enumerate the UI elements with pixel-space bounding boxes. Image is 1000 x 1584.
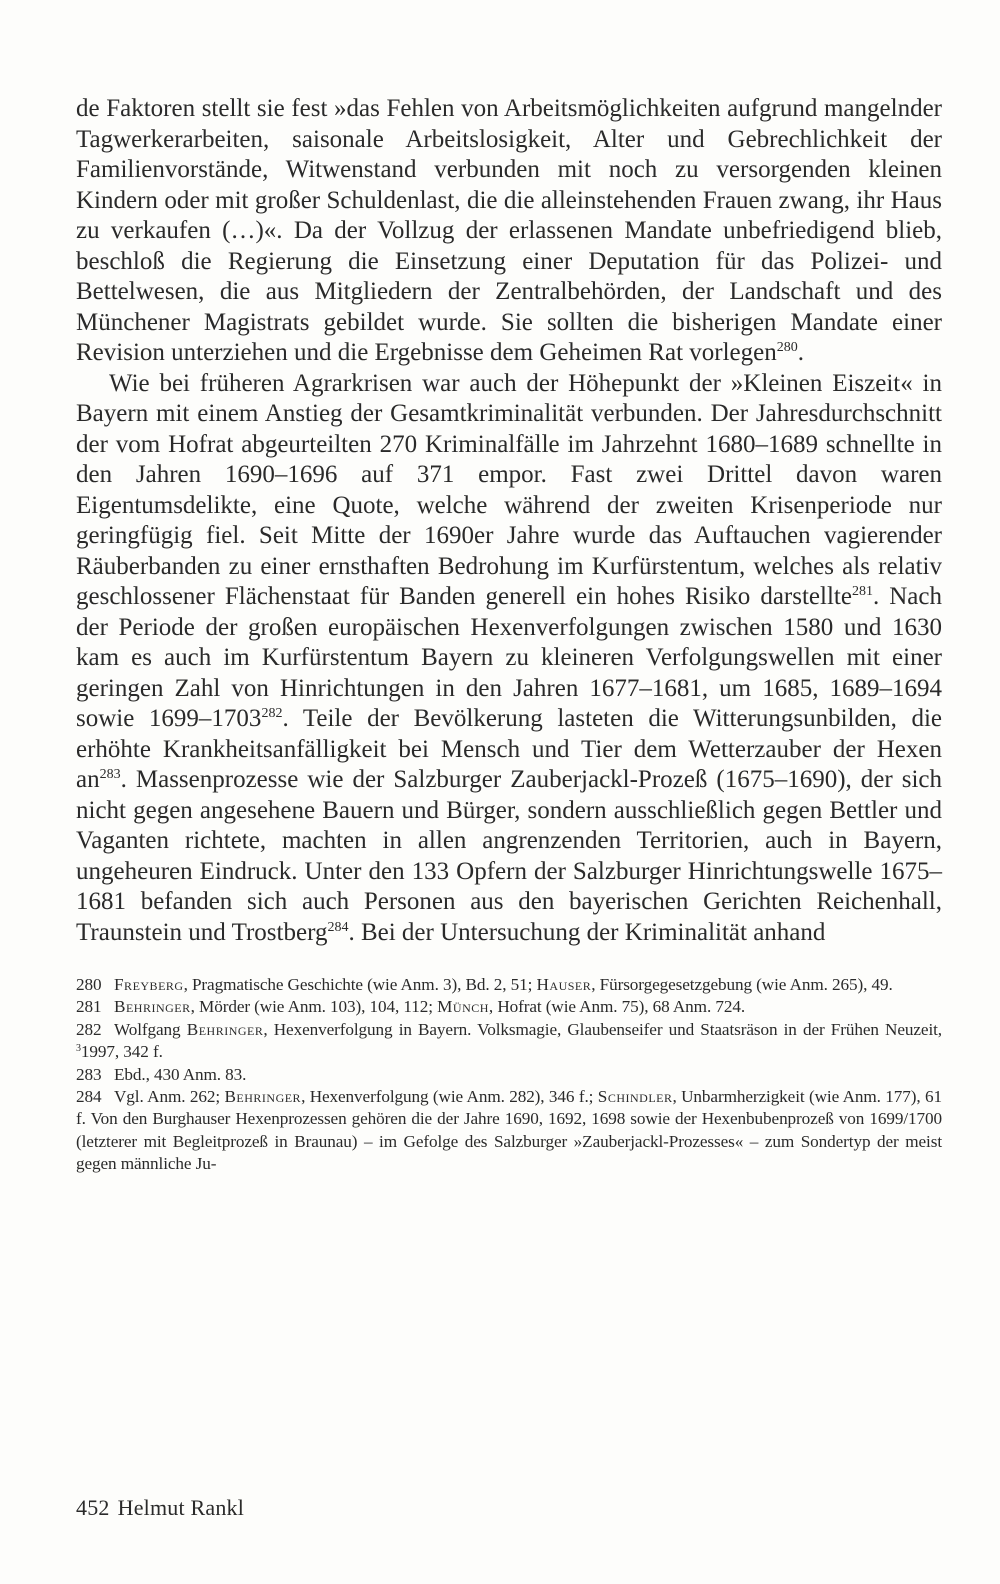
- footnote-number: 281: [76, 997, 102, 1017]
- paragraph-2-text-3: . Teile der Bevölkerung lasteten die Witterungsunbilden, die erhöhte Krankheitsanfälligkeit bei Mensch und Tier dem Wetterzauber der Hexen an: [76, 705, 942, 793]
- paragraph-2: [76, 369, 942, 949]
- author-name: Schindler: [597, 1087, 673, 1107]
- footnote-text: , Pragmatische Geschichte (wie Anm. 3), Bd. 2, 51;: [183, 975, 537, 994]
- paragraph-2-text-4: . Massenprozesse wie der Salzburger Zauberjackl-Prozeß (1675–1690), der sich nicht gegen angesehene Bauern und Bürger, sondern ausschließlich gegen Bettler und Vaganten richtete, machten in allen angrenzenden Territorien, auch in Bayern, ungeheuren Eindruck. Unter den 133 Opfern der Salzburger Hinrichtungswelle 1675–1681 befanden sich auch Personen aus den bayerischen Gerichten Reichenhall, Traunstein und Trostberg: [76, 766, 942, 946]
- footnote-number: 282: [76, 1019, 102, 1039]
- page-number: 452: [76, 1495, 110, 1520]
- page-footer: [76, 1495, 244, 1521]
- paragraph-1-text: de Faktoren stellt sie fest »das Fehlen von Arbeitsmöglichkeiten aufgrund mangelnder Tagwerkerarbeiten, saisonale Arbeitslosigkeit, Alter und Gebrechlichkeit der Familienvorstände, Witwenstand verbunden mit noch zu versorgenden kleinen Kindern oder mit großer Schuldenlast, die die alleinstehenden Frauen zwang, ihr Haus zu verkaufen (…)«. Da der Vollzug der erlassenen Mandate unbefriedigend blieb, beschloß die Regierung die Einsetzung einer Deputation für das Polizei- und Bettelwesen, die aus Mitgliedern der Zentralbehörden, der Landschaft und des Münchener Magistrats gebildet wurde. Sie sollten die bisherigen Mandate einer Revision unterziehen und die Ergebnisse dem Geheimen Rat vorlegen: [76, 95, 942, 366]
- footnote-text: , Mörder (wie Anm. 103), 104, 112;: [190, 997, 438, 1017]
- footnote-text: Vgl. Anm. 262;: [114, 1087, 225, 1107]
- footnote-text: , Hexenverfolgung (wie Anm. 282), 346 f.;: [301, 1087, 598, 1107]
- footnote-281: [76, 996, 942, 1018]
- page: [76, 94, 942, 1176]
- footnote-ref-281[interactable]: 281: [851, 584, 873, 599]
- footnote-text: , Hexenverfolgung in Bayern. Volksmagie, Glaubenseifer und Staatsräson in der Frühen Neuzeit,: [263, 1019, 942, 1039]
- footnote-ref-282[interactable]: 282: [261, 706, 283, 721]
- footnote-284: [76, 1086, 942, 1176]
- edition-superscript: 3: [76, 1043, 81, 1055]
- footnote-number: 283: [76, 1064, 102, 1084]
- author-name: Freyberg: [114, 975, 184, 994]
- footnote-text: 1997, 342 f.: [80, 1042, 163, 1062]
- footnote-text: Wolfgang: [114, 1019, 187, 1039]
- footnote-ref-280[interactable]: 280: [776, 340, 798, 355]
- author-name: Münch: [437, 997, 489, 1017]
- footnote-number: 284: [76, 1087, 102, 1107]
- author-name: Hauser: [536, 975, 592, 994]
- body-text: [76, 94, 942, 948]
- footnote-282: [76, 1019, 942, 1064]
- footnote-283: [76, 1064, 942, 1086]
- author-name: Behringer: [114, 997, 191, 1017]
- paragraph-2-text-5: . Bei der Untersuchung der Kriminalität anhand: [348, 918, 826, 946]
- footnote-text: , Hofrat (wie Anm. 75), 68 Anm. 724.: [488, 997, 746, 1017]
- footnote-text: , Unbarmherzigkeit (wie Anm. 177), 61 f. Von den Burghauser Hexenprozessen gehören die der Jahre 1690, 1692, 1698 sowie der Hexenbubenprozeß von 1699/1700 (letzterer mit Begleitprozeß in Braunau) – im Gefolge des Salzburger »Zauberjackl-Prozesses« – zum Sondertyp der meist gegen männliche Ju-: [76, 1087, 943, 1174]
- running-author: Helmut Rankl: [117, 1495, 245, 1520]
- footnote-text: , Fürsorgegesetzgebung (wie Anm. 265), 49.: [591, 975, 893, 994]
- footnote-number: 280: [76, 975, 102, 994]
- footnote-ref-284[interactable]: 284: [327, 919, 349, 935]
- footnote-text: Ebd., 430 Anm. 83.: [114, 1064, 247, 1084]
- author-name: Behringer: [224, 1087, 302, 1107]
- author-name: Behringer: [186, 1019, 264, 1039]
- footnotes: [76, 974, 942, 1176]
- paragraph-1-tail: .: [797, 339, 804, 366]
- paragraph-1: [76, 94, 942, 369]
- footnote-280: [76, 974, 942, 996]
- paragraph-2-text-1: Wie bei früheren Agrarkrisen war auch der Höhepunkt der »Kleinen Eiszeit« in Bayern mit einem Anstieg der Gesamtkriminalität verbunden. Der Jahresdurchschnitt der vom Hofrat abgeurteilten 270 Kriminalfälle im Jahrzehnt 1680–1689 schnellte in den Jahren 1690–1696 auf 371 empor. Fast zwei Drittel davon waren Eigentumsdelikte, eine Quote, welche während der zweiten Krisenperiode nur geringfügig fiel. Seit Mitte der 1690er Jahre wurde das Auftauchen vagierender Räuberbanden zu einer ernsthaften Bedrohung im Kurfürstentum, welches als relativ geschlossener Flächenstaat für Banden generell ein hohes Risiko darstellte: [76, 369, 942, 610]
- paragraph-2-text-2: . Nach der Periode der großen europäischen Hexenverfolgungen zwischen 1580 und 1630 kam es auch im Kurfürstentum Bayern zu kleineren Verfolgungswellen mit einer geringen Zahl von Hinrichtungen in den Jahren 1677–1681, um 1685, 1689–1694 sowie 1699–1703: [76, 583, 942, 732]
- footnote-ref-283[interactable]: 283: [99, 767, 121, 782]
